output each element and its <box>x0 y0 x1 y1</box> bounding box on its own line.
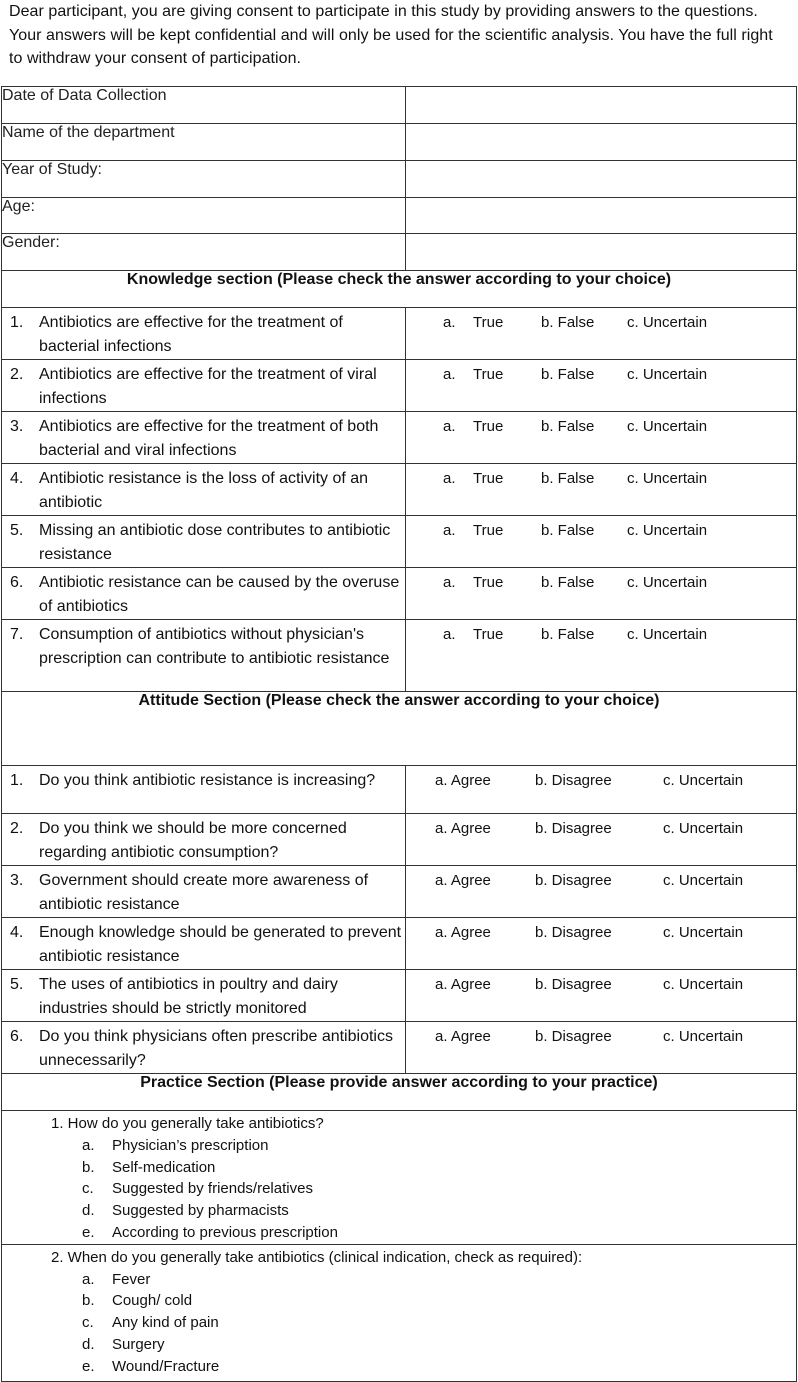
answer-option[interactable]: a. <box>443 314 456 331</box>
demographic-label: Name of the department <box>2 124 406 161</box>
answer-option[interactable]: True <box>473 626 504 643</box>
question-cell <box>2 1022 406 1074</box>
answer-option[interactable]: a. <box>443 626 456 643</box>
question-text: Antibiotics are effective for the treatment of both bacterial and viral infections <box>39 418 379 459</box>
option-letter: e. <box>82 1223 95 1241</box>
answer-option[interactable]: b. False <box>541 470 595 487</box>
practice-question-cell <box>2 1244 797 1381</box>
question-text: Consumption of antibiotics without physician's prescription can contribute to antibiotic resistance <box>39 626 390 667</box>
answer-option[interactable]: c. Uncertain <box>627 522 708 539</box>
answer-option[interactable]: a. Agree <box>435 772 491 789</box>
option-letter: e. <box>82 1357 95 1375</box>
answer-option[interactable]: True <box>473 418 504 435</box>
answer-options-cell <box>406 360 797 412</box>
demographic-answer-field[interactable] <box>406 198 797 234</box>
question-cell <box>2 620 406 692</box>
answer-option[interactable]: b. Disagree <box>535 820 612 837</box>
answer-option[interactable]: a. Agree <box>435 924 491 941</box>
practice-option[interactable] <box>2 1356 796 1378</box>
answer-option[interactable]: a. <box>443 470 456 487</box>
attitude-question-row <box>2 814 797 866</box>
answer-option[interactable]: a. <box>443 522 456 539</box>
attitude-section-title: Attitude Section (Please check the answer according to your choice) <box>2 692 797 766</box>
question-text: Do you think we should be more concerned regarding antibiotic consumption? <box>39 820 347 861</box>
question-text: Enough knowledge should be generated to prevent antibiotic resistance <box>39 924 402 965</box>
answer-option[interactable]: b. Disagree <box>535 772 612 789</box>
answer-options-cell <box>406 918 797 970</box>
option-letter: d. <box>82 1335 95 1353</box>
answer-option[interactable]: c. Uncertain <box>627 574 708 591</box>
answer-option[interactable]: b. False <box>541 366 595 383</box>
answer-options-cell <box>406 814 797 866</box>
question-number: 6. <box>10 574 24 591</box>
practice-option[interactable] <box>2 1135 796 1157</box>
question-cell <box>2 308 406 360</box>
knowledge-question-row <box>2 308 797 360</box>
option-text: Self-medication <box>112 1158 216 1176</box>
question-text: Antibiotics are effective for the treatment of bacterial infections <box>39 314 343 355</box>
knowledge-question-row <box>2 412 797 464</box>
option-letter: a. <box>82 1136 95 1154</box>
knowledge-question-row <box>2 620 797 692</box>
knowledge-question-row <box>2 516 797 568</box>
demographic-answer-field[interactable] <box>406 124 797 161</box>
question-text: Antibiotics are effective for the treatment of viral infections <box>39 366 377 407</box>
answer-option[interactable]: c. Uncertain <box>627 626 708 643</box>
answer-option[interactable]: a. Agree <box>435 1028 491 1045</box>
demographic-answer-field[interactable] <box>406 161 797 198</box>
answer-options-cell <box>406 412 797 464</box>
question-cell <box>2 814 406 866</box>
question-cell <box>2 766 406 814</box>
practice-question-row <box>2 1111 797 1245</box>
consent-intro: Dear participant, you are giving consent to participate in this study by providing answers to the questions. Your answers will be kept confidential and will only be used for the scientific analysis. You have the full right to withdraw your consent of participation. <box>9 3 773 67</box>
answer-option[interactable]: c. Uncertain <box>627 418 708 435</box>
option-letter: a. <box>82 1270 95 1288</box>
question-number: 4. <box>10 470 24 487</box>
knowledge-section-header-row <box>2 271 797 308</box>
demographic-answer-field[interactable] <box>406 234 797 271</box>
answer-option[interactable]: c. Uncertain <box>663 820 744 837</box>
answer-options-cell <box>406 970 797 1022</box>
demographic-row <box>2 87 797 124</box>
answer-option[interactable]: True <box>473 366 504 383</box>
answer-option[interactable]: a. Agree <box>435 820 491 837</box>
question-number: 4. <box>10 924 24 941</box>
answer-option[interactable]: b. False <box>541 418 595 435</box>
answer-option[interactable]: b. False <box>541 574 595 591</box>
question-text: Missing an antibiotic dose contributes to antibiotic resistance <box>39 522 391 563</box>
question-number: 1. <box>10 772 24 789</box>
answer-option[interactable]: c. Uncertain <box>663 872 744 889</box>
question-number: 3. <box>10 872 24 889</box>
question-number: 3. <box>10 418 24 435</box>
practice-section-header-row <box>2 1074 797 1111</box>
attitude-question-row <box>2 1022 797 1074</box>
answer-option[interactable]: c. Uncertain <box>663 924 744 941</box>
attitude-question-row <box>2 918 797 970</box>
question-cell <box>2 412 406 464</box>
option-text: Suggested by friends/relatives <box>112 1180 313 1198</box>
practice-option[interactable] <box>2 1178 796 1200</box>
option-letter: b. <box>82 1158 95 1176</box>
answer-options-cell <box>406 620 797 692</box>
answer-option[interactable]: a. <box>443 574 456 591</box>
answer-options-cell <box>406 766 797 814</box>
demographic-row <box>2 161 797 198</box>
knowledge-question-row <box>2 568 797 620</box>
answer-option[interactable]: c. Uncertain <box>663 976 744 993</box>
answer-option[interactable]: c. Uncertain <box>627 314 708 331</box>
question-text: Do you think physicians often prescribe antibiotics unnecessarily? <box>39 1028 393 1069</box>
question-cell <box>2 360 406 412</box>
demographic-row <box>2 124 797 161</box>
practice-section-title: Practice Section (Please provide answer according to your practice) <box>2 1074 797 1111</box>
answer-option[interactable]: a. Agree <box>435 872 491 889</box>
answer-option[interactable]: True <box>473 522 504 539</box>
knowledge-question-row <box>2 360 797 412</box>
question-text: Do you think antibiotic resistance is increasing? <box>39 772 376 789</box>
practice-option[interactable] <box>2 1200 796 1222</box>
answer-options-cell <box>406 866 797 918</box>
answer-option[interactable]: a. <box>443 418 456 435</box>
answer-options-cell <box>406 516 797 568</box>
demographic-answer-field[interactable] <box>406 87 797 124</box>
knowledge-question-row <box>2 464 797 516</box>
question-cell <box>2 918 406 970</box>
answer-option[interactable]: a. Agree <box>435 976 491 993</box>
practice-question-row <box>2 1244 797 1381</box>
answer-option[interactable]: b. Disagree <box>535 1028 612 1045</box>
answer-option[interactable]: b. False <box>541 314 595 331</box>
demographic-label: Age: <box>2 198 406 234</box>
demographic-row <box>2 198 797 234</box>
option-text: Suggested by pharmacists <box>112 1202 289 1220</box>
answer-option[interactable]: b. Disagree <box>535 976 612 993</box>
practice-option[interactable] <box>2 1269 796 1291</box>
option-letter: b. <box>82 1292 95 1310</box>
question-text: Antibiotic resistance is the loss of activity of an antibiotic <box>39 470 369 511</box>
demographic-row <box>2 234 797 271</box>
practice-option[interactable] <box>2 1222 796 1244</box>
demographic-label: Year of Study: <box>2 161 406 198</box>
answer-options-cell <box>406 308 797 360</box>
practice-option[interactable] <box>2 1312 796 1334</box>
option-text: Physician’s prescription <box>112 1136 269 1154</box>
answer-options-cell <box>406 568 797 620</box>
answer-options-cell <box>406 1022 797 1074</box>
question-text: Government should create more awareness of antibiotic resistance <box>39 872 369 913</box>
answer-option[interactable]: b. False <box>541 522 595 539</box>
option-letter: c. <box>82 1314 94 1332</box>
option-text: Wound/Fracture <box>112 1357 220 1375</box>
question-number: 6. <box>10 1028 24 1045</box>
question-number: 7. <box>10 626 24 643</box>
question-text: The uses of antibiotics in poultry and dairy industries should be strictly monitored <box>39 976 338 1017</box>
question-text: Antibiotic resistance can be caused by the overuse of antibiotics <box>39 574 400 615</box>
answer-option[interactable]: True <box>473 574 504 591</box>
question-cell <box>2 516 406 568</box>
answer-option[interactable]: c. Uncertain <box>663 1028 744 1045</box>
knowledge-section-title: Knowledge section (Please check the answer according to your choice) <box>2 271 797 308</box>
demographic-label: Gender: <box>2 234 406 271</box>
option-letter: c. <box>82 1180 94 1198</box>
practice-question-text: 2. When do you generally take antibiotics (clinical indication, check as required): <box>51 1248 583 1266</box>
option-text: According to previous prescription <box>112 1223 338 1241</box>
option-text: Fever <box>112 1270 151 1288</box>
answer-option[interactable]: c. Uncertain <box>663 772 744 789</box>
attitude-question-row <box>2 970 797 1022</box>
question-cell <box>2 568 406 620</box>
answer-option[interactable]: c. Uncertain <box>627 366 708 383</box>
question-cell <box>2 970 406 1022</box>
option-letter: d. <box>82 1202 95 1220</box>
answer-option[interactable]: True <box>473 470 504 487</box>
option-text: Surgery <box>112 1335 165 1353</box>
answer-option[interactable]: b. False <box>541 626 595 643</box>
option-text: Cough/ cold <box>112 1292 193 1310</box>
questionnaire-table <box>1 86 797 1382</box>
question-number: 2. <box>10 820 24 837</box>
answer-option[interactable]: c. Uncertain <box>627 470 708 487</box>
practice-option[interactable] <box>2 1290 796 1312</box>
answer-option[interactable]: a. <box>443 366 456 383</box>
answer-option[interactable]: b. Disagree <box>535 924 612 941</box>
question-number: 2. <box>10 366 24 383</box>
practice-option[interactable] <box>2 1334 796 1356</box>
practice-option[interactable] <box>2 1157 796 1179</box>
demographic-label: Date of Data Collection <box>2 87 406 124</box>
attitude-section-header-row <box>2 692 797 766</box>
attitude-question-row <box>2 866 797 918</box>
question-number: 1. <box>10 314 24 331</box>
answer-option[interactable]: True <box>473 314 504 331</box>
question-cell <box>2 866 406 918</box>
practice-question-cell <box>2 1111 797 1245</box>
question-number: 5. <box>10 522 24 539</box>
question-number: 5. <box>10 976 24 993</box>
option-text: Any kind of pain <box>112 1314 219 1332</box>
attitude-question-row <box>2 766 797 814</box>
question-cell <box>2 464 406 516</box>
answer-option[interactable]: b. Disagree <box>535 872 612 889</box>
practice-question-text: 1. How do you generally take antibiotics? <box>51 1115 324 1132</box>
answer-options-cell <box>406 464 797 516</box>
